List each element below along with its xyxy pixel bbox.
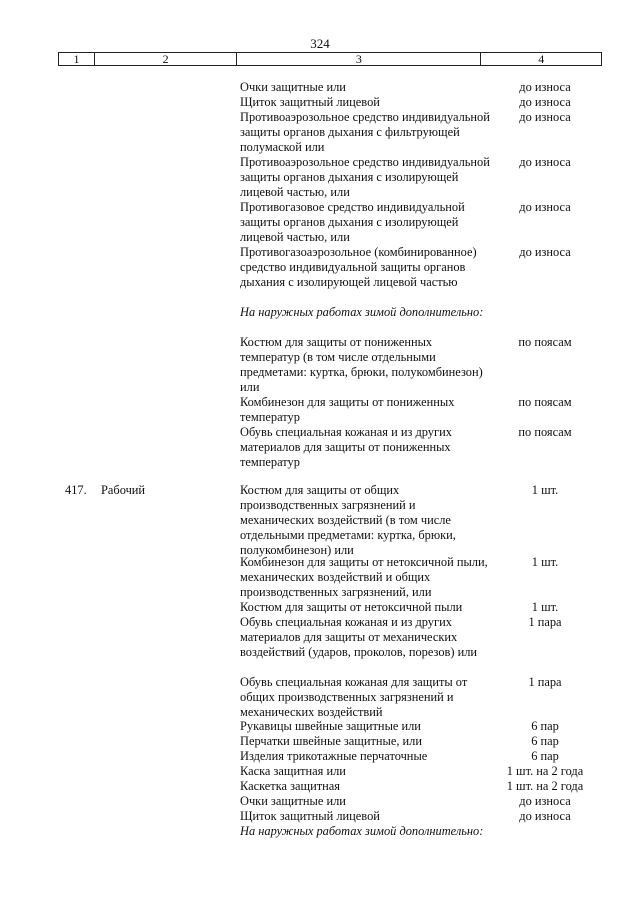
issue-norm: до износа [519, 110, 571, 124]
protective-item: Противоаэрозольное средство индивидуальной защиты органов дыхания с изолирующей лицевой частью, или [240, 155, 490, 199]
issue-norm: по поясам [518, 425, 572, 439]
issue-norm: до износа [519, 80, 571, 94]
column-header-1: 1 [59, 53, 95, 65]
column-header-4: 4 [538, 52, 545, 66]
protective-item: Противогазоаэрозольное (комбинированное) средство индивидуальной защиты органов дыхания с изолирующей лицевой частью [240, 245, 477, 289]
protective-item: Рукавицы швейные защитные или [240, 719, 421, 733]
protective-item: Щиток защитный лицевой [240, 95, 380, 109]
protective-item: Комбинезон для защиты от нетоксичной пыли, механических воздействий и общих производственных загрязнений, или [240, 555, 488, 599]
protective-item: Каскетка защитная [240, 779, 340, 793]
issue-norm: до износа [519, 155, 571, 169]
protective-item: Щиток защитный лицевой [240, 809, 380, 823]
protective-item: Противоаэрозольное средство индивидуальной защиты органов дыхания с фильтрующей полумаской или [240, 110, 490, 154]
issue-norm: 1 шт. на 2 года [506, 779, 584, 793]
protective-item: Костюм для защиты от нетоксичной пыли [240, 600, 463, 614]
issue-norm: до износа [519, 95, 571, 109]
issue-norm: 6 пар [531, 734, 559, 748]
issue-norm: по поясам [518, 335, 572, 349]
issue-norm: 1 шт. [531, 483, 559, 497]
issue-norm: 1 шт. на 2 года [506, 764, 584, 778]
issue-norm: до износа [519, 245, 571, 259]
column-header-2: 2 [95, 53, 237, 65]
column-header-3: 3 [237, 53, 481, 65]
issue-norm: 1 пара [528, 675, 562, 689]
issue-norm: 1 пара [528, 615, 562, 629]
issue-norm: 1 шт. [531, 555, 559, 569]
issue-norm: до износа [519, 809, 571, 823]
protective-item: Перчатки швейные защитные, или [240, 734, 422, 748]
protective-item: Обувь специальная кожаная для защиты от общих производственных загрязнений и механических воздействий [240, 675, 468, 719]
condition-note: На наружных работах зимой дополнительно: [240, 305, 484, 319]
protective-item: Очки защитные или [240, 80, 346, 94]
profession-name: Рабочий [101, 483, 146, 497]
issue-norm: до износа [519, 794, 571, 808]
protective-item: Комбинезон для защиты от пониженных температур [240, 395, 455, 424]
protective-item: Изделия трикотажные перчаточные [240, 749, 428, 763]
table-header [58, 52, 602, 66]
page-number: 324 [310, 36, 330, 51]
issue-norm: 1 шт. [531, 600, 559, 614]
protective-item: Костюм для защиты от общих производственных загрязнений и механических воздействий (в том числе отдельными предметами: куртка, брюки, полукомбинезон) или [240, 483, 456, 557]
row-number: 417. [65, 483, 87, 497]
issue-norm: по поясам [518, 395, 572, 409]
protective-item: Каска защитная или [240, 764, 346, 778]
protective-item: Обувь специальная кожаная и из других материалов для защиты от пониженных температур [240, 425, 452, 469]
protective-item: Обувь специальная кожаная и из других материалов для защиты от механических воздействий (ударов, проколов, порезов) или [240, 615, 478, 659]
condition-note: На наружных работах зимой дополнительно: [240, 824, 484, 838]
issue-norm: 6 пар [531, 719, 559, 733]
protective-item: Костюм для защиты от пониженных температур (в том числе отдельными предметами: куртка, брюки, полукомбинезон) или [240, 335, 483, 394]
issue-norm: до износа [519, 200, 571, 214]
protective-item: Противогазовое средство индивидуальной защиты органов дыхания с изолирующей лицевой частью, или [240, 200, 465, 244]
issue-norm: 6 пар [531, 749, 559, 763]
protective-item: Очки защитные или [240, 794, 346, 808]
